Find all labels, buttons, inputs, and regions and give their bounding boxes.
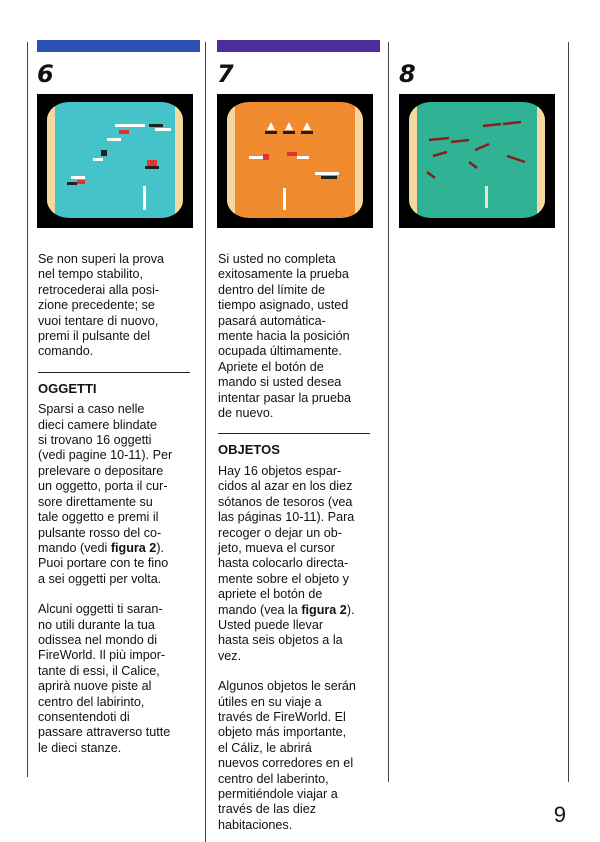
section-heading: OBJETOS <box>218 442 280 458</box>
column-6-text <box>38 252 196 756</box>
column-8-screenshot <box>399 94 555 228</box>
section-paragraph: Algunos objetos le serán útiles en su viaje a través de FireWorld. El objeto más importante, el Cáliz, le abrirá nuevos corredores en el centro del laberinto, permitiéndole viajar a través de las diez habitaciones. <box>218 679 356 832</box>
section-rule <box>218 433 370 434</box>
column-divider <box>568 42 569 782</box>
column-7-text <box>218 252 376 833</box>
section-paragraph: Hay 16 objetos espar- cidos al azar en los diez sótanos de tesoros (vea las páginas 10-11). Para recoger o dejar un ob- jeto, mueva el cursor hasta colocarlo directa- mente sobre el objeto y apriete el botón de mando (vea la figura 2). Usted puede llevar hasta seis objetos a la vez. <box>218 463 355 663</box>
column-6-color-bar <box>37 40 200 52</box>
section-rule <box>38 372 190 373</box>
section-paragraph: Sparsi a caso nelle dieci camere blindate si trovano 16 oggetti (vedi pagine 10-11). Per prelevare o depositare un oggetto, porta il cur- sore direttamente su tale oggetto e premi il pulsante rosso del co- mando (vedi figura 2). Puoi portare con te fino a sei oggetti per volta. <box>38 402 173 586</box>
intro-paragraph: Se non superi la prova nel tempo stabilito, retrocederai alla posi- zione precedente; se vuoi tentare di nuovo, premi il pulsante del comando. <box>38 252 165 359</box>
column-6-screenshot <box>37 94 193 228</box>
column-divider <box>205 42 206 842</box>
intro-paragraph: Si usted no completa exitosamente la prueba dentro del límite de tiempo asignado, usted pasará automática- mente hacia la posición ocupada últimamente. Apriete el botón de mando si usted desea intentar pasar la prueba de nuevo. <box>218 252 352 421</box>
column-6-number: 6 <box>37 60 54 88</box>
section-heading: OGGETTI <box>38 380 97 396</box>
column-divider <box>27 42 28 777</box>
column-7-color-bar <box>217 40 380 52</box>
game-screen <box>409 102 545 218</box>
section-paragraph: Alcuni oggetti ti saran- no utili durante la tua odissea nel mondo di FireWorld. Il più impor- tante di essi, il Calice, aprirà nuove piste al centro del labirinto, consentendoti di passare attraverso tutte le dieci stanze. <box>38 602 171 755</box>
column-7-number: 7 <box>217 60 234 88</box>
column-divider <box>388 42 389 782</box>
game-screen <box>227 102 363 218</box>
game-screen <box>47 102 183 218</box>
column-8-number: 8 <box>399 60 416 88</box>
column-7-screenshot <box>217 94 373 228</box>
page-number: 9 <box>553 802 566 827</box>
